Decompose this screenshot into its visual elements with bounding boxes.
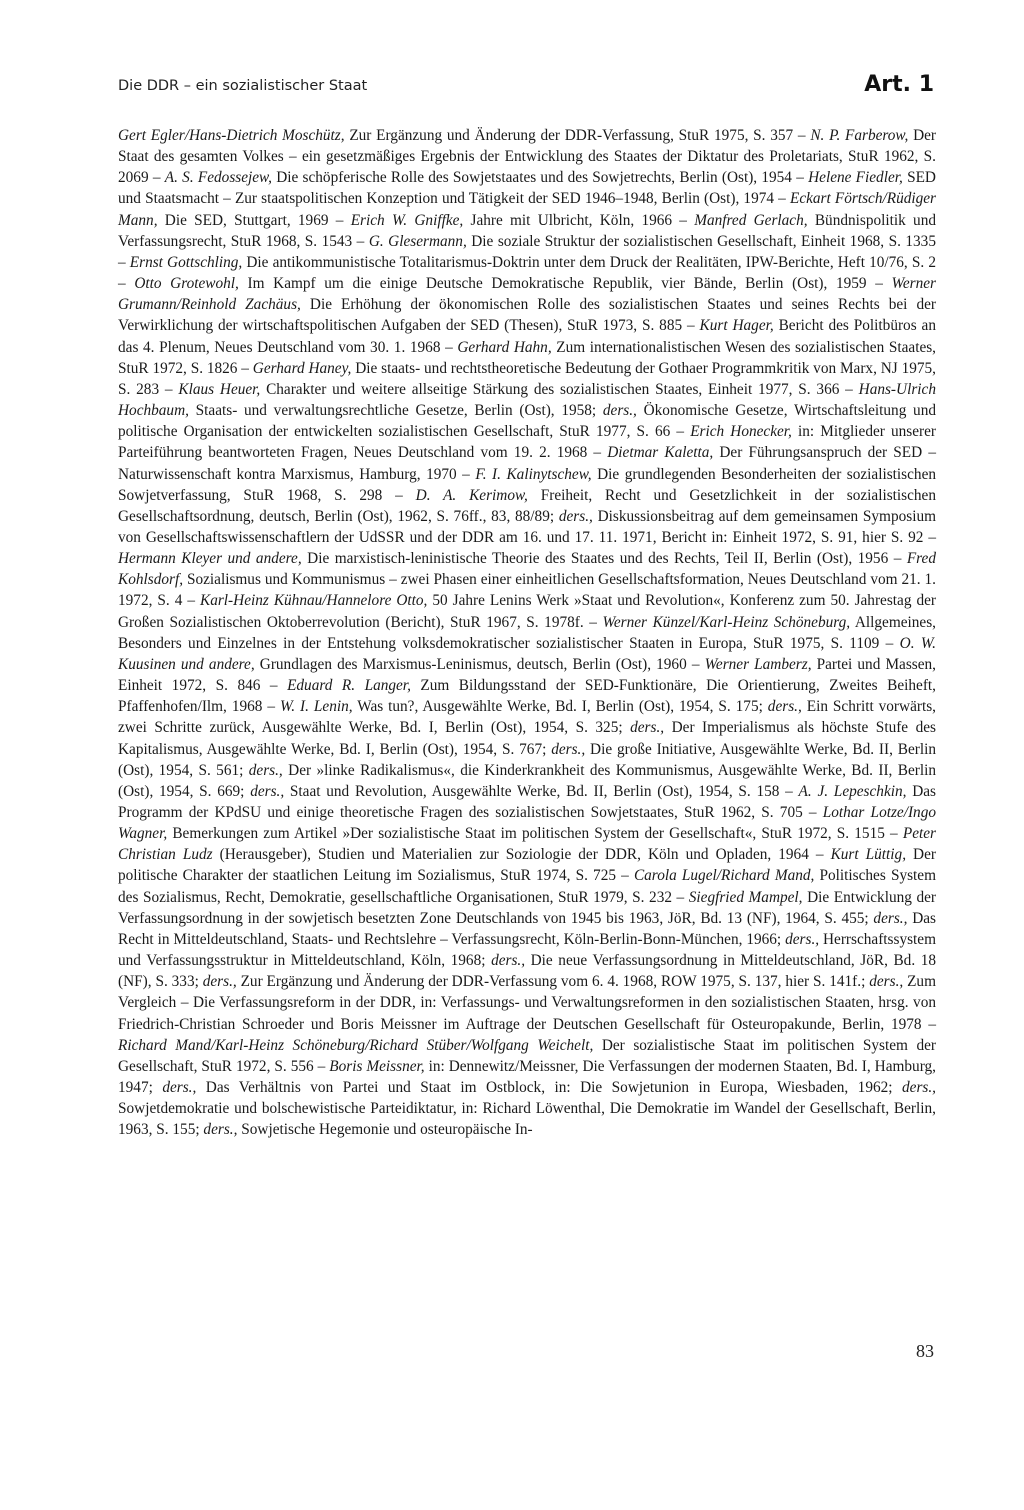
entry-text: in: Mitglieder unserer Parteiführung beantworteten Fragen, Neues Deutschland vom 19. 2. 1968 –: [118, 423, 936, 462]
entry-text: Zum Bildungsstand der SED-Funktionäre, Die Orientierung, Zweites Beiheft, Pfaffenhofen/Ilm, 1968 –: [118, 677, 936, 716]
entry-text: Freiheit, Recht und Gesetzlichkeit in der sozialistischen Gesellschaftsordnung, deutsch, Berlin (Ost), 1962, S. 76ff., 83, 88/89;: [118, 486, 936, 525]
entry-text: SED und Staatsmacht – Zur staatspolitischen Konzeption und Tätigkeit der SED 1946–1948, Berlin (Ost), 1974 –: [118, 169, 936, 208]
entry-author: Manfred Gerlach,: [694, 211, 808, 229]
entry-author: Carola Lugel/Richard Mand,: [633, 867, 815, 885]
entry-text: Sozialismus und Kommunismus – zwei Phasen einer einheitlichen Gesellschaftsformation, Neues Deutschland vom 21. 1. 1972, S. 4 –: [118, 571, 936, 610]
entry-text: Zur Ergänzung und Änderung der DDR-Verfassung, StuR 1975, S. 357 –: [344, 127, 811, 144]
entry-author: ders.,: [902, 1079, 936, 1097]
entry-author: W. I. Lenin,: [279, 698, 353, 716]
entry-text: Die grundlegenden Besonderheiten der sozialistischen Sowjetverfassung, StuR 1968, S. 298 –: [118, 465, 937, 504]
entry-author: N. P. Farberow,: [810, 127, 909, 144]
entry-author: D. A. Kerimow,: [415, 486, 528, 504]
entry-text: Im Kampf um die einige Deutsche Demokratische Republik, vier Bände, Berlin (Ost), 1959 –: [238, 275, 892, 293]
entry-text: Ökonomische Gesetze, Wirtschaftsleitung und politische Organisation der entwickelten sozialistischen Gesellschaft, StuR 1977, S. 66 –: [118, 402, 936, 441]
entry-text: Die Entwicklung der Verfassungsordnung in der sowjetisch besetzten Zone Deutschlands von 1945 bis 1963, JöR, Bd. 13 (NF), 1964, S. 455;: [118, 888, 936, 927]
entry-author: Werner Künzel/Karl-Heinz Schöneburg,: [602, 613, 851, 631]
entry-author: ders.,: [602, 402, 637, 420]
entry-author: ders.,: [869, 973, 904, 991]
entry-text: Die schöpferische Rolle des Sowjetstaates und des Sowjetrechts, Berlin (Ost), 1954 –: [271, 169, 809, 187]
entry-author: Klaus Heuer,: [178, 380, 261, 398]
entry-author: ders.,: [203, 1121, 238, 1139]
entry-text: Sowjetdemokratie und bolschewistische Parteidiktatur, in: Richard Löwenthal, Die Demokratie im Wandel der Gesellschaft, Berlin, 1963, S. 155;: [118, 1100, 936, 1139]
entry-author: ders.,: [250, 782, 285, 800]
entry-author: G. Glesermann,: [368, 232, 467, 250]
entry-author: ders.,: [767, 698, 802, 716]
entry-text: Die Erhöhung der ökonomischen Rolle des sozialistischen Staates und seines Rechts bei der Verwirklichung der wirtschaftspolitischen Aufgaben der SED (Thesen), StuR 1973, S. 885 –: [118, 296, 936, 335]
entry-author: Erich W. Gniffke,: [350, 211, 464, 229]
entry-author: Eduard R. Langer,: [287, 677, 411, 695]
entry-author: Fred Kohlsdorf,: [118, 550, 936, 589]
entry-text: Das Recht in Mitteldeutschland, Staats- und Rechtslehre – Verfassungsrecht, Köln-Berlin-Bonn-München, 1966;: [118, 909, 936, 948]
entry-author: Gerhard Hahn,: [457, 338, 552, 356]
entry-text: Die große Initiative, Ausgewählte Werke, Bd. II, Berlin (Ost), 1954, S. 561;: [118, 740, 936, 779]
entry-author: Peter Christian Ludz: [118, 825, 936, 864]
entry-text: (Herausgeber), Studien und Materialien zur Soziologie der DDR, Köln und Opladen, 1964 –: [212, 846, 831, 864]
entry-author: Otto Grotewohl,: [134, 275, 239, 293]
entry-author: F. I. Kalinytschew,: [475, 465, 592, 483]
entry-text: Das Verhältnis von Partei und Staat im Ostblock, in: Die Sowjetunion in Europa, Wiesbaden, 1962;: [196, 1079, 902, 1097]
entry-text: Der Staat des gesamten Volkes – ein gesetzmäßiges Ergebnis der Entwicklung des Staates der Diktatur des Proletariats, StuR 1962, S. 2069 –: [118, 127, 936, 187]
entry-author: ders.,: [873, 909, 908, 927]
entry-text: Bemerkungen zum Artikel »Der sozialistische Staat im politischen System der Gesellschaft«, StuR 1972, S. 1515 –: [167, 825, 903, 843]
bibliography-text: [118, 125, 936, 1141]
entry-author: Werner Lamberz,: [704, 655, 812, 673]
entry-text: Zum Vergleich – Die Verfassungsreform in der DDR, in: Verfassungs- und Verwaltungsreformen in den sozialistischen Staaten, hrsg. von Friedrich-Christian Schroeder und Boris Meissner im Auftrage der Deutschen Gesellschaft für Osteuropakunde, Berlin, 1978 –: [118, 973, 936, 1033]
entry-author: Erich Honecker,: [690, 423, 792, 441]
entry-author: ders.,: [162, 1079, 197, 1097]
entry-text: Der Führungsanspruch der SED – Naturwissenschaft kontra Marxismus, Hamburg, 1970 –: [118, 444, 936, 483]
entry-text: Die SED, Stuttgart, 1969 –: [157, 211, 351, 229]
entry-author: Gerhard Haney,: [252, 359, 352, 377]
entry-author: O. W. Kuusinen und andere,: [118, 634, 936, 673]
entry-text: Herrschaftssystem und Verfassungsstruktur in Mitteldeutschland, Köln, 1968;: [118, 930, 936, 970]
article-number: Art. 1: [864, 72, 934, 97]
entry-text: Die antikommunistische Totalitarismus-Doktrin unter dem Druck der Realitäten, IPW-Berichte, Heft 10/76, S. 2 –: [118, 253, 936, 293]
entry-author: Eckart Förtsch/Rüdiger Mann,: [118, 190, 937, 229]
running-header: [118, 72, 934, 106]
entry-author: ders.,: [558, 507, 593, 525]
entry-author: Hans-Ulrich Hochbaum,: [118, 380, 936, 420]
entry-author: Ernst Gottschling,: [129, 253, 243, 271]
entry-text: Ein Schritt vorwärts, zwei Schritte zurück, Ausgewählte Werke, Bd. I, Berlin (Ost), 1954, S. 325;: [118, 698, 936, 737]
entry-text: Politisches System des Sozialismus, Recht, Demokratie, gesellschaftliche Organisationen, StuR 1979, S. 232 –: [118, 867, 936, 906]
entry-author: Helene Fiedler,: [808, 169, 903, 187]
entry-text: Die staats- und rechtstheoretische Bedeutung der Gothaer Programmkritik von Marx, NJ 1975, S. 283 –: [118, 359, 936, 398]
entry-author: ders.,: [202, 973, 237, 991]
entry-text: Bericht des Politbüros an das 4. Plenum, Neues Deutschland vom 30. 1. 1968 –: [118, 317, 936, 356]
entry-text: Staats- und verwaltungsrechtliche Gesetze, Berlin (Ost), 1958;: [188, 402, 603, 420]
entry-author: Kurt Hager,: [699, 317, 774, 335]
entry-text: Partei und Massen, Einheit 1972, S. 846 –: [118, 655, 937, 695]
entry-text: Der »linke Radikalismus«, die Kinderkrankheit des Kommunismus, Ausgewählte Werke, Bd. II, Berlin (Ost), 1954, S. 669;: [118, 761, 936, 800]
entry-author: Dietmar Kaletta,: [607, 444, 714, 462]
entry-author: ders.,: [630, 719, 665, 737]
entry-author: A. J. Lepeschkin,: [798, 782, 907, 800]
page-number: 83: [916, 1341, 934, 1361]
entry-text: in: Dennewitz/Meissner, Die Verfassungen der modernen Staaten, Bd. I, Hamburg, 1947;: [118, 1057, 936, 1097]
entry-text: Was tun?, Ausgewählte Werke, Bd. I, Berlin (Ost), 1954, S. 175;: [352, 698, 768, 716]
entry-author: ders.,: [491, 952, 526, 970]
entry-text: Der sozialistische Staat im politischen System der Gesellschaft, StuR 1972, S. 556 –: [118, 1036, 937, 1075]
running-title: Die DDR – ein sozialistischer Staat: [118, 78, 368, 94]
entry-text: Sowjetische Hegemonie und osteuropäische In-: [237, 1121, 533, 1139]
entry-text: Die soziale Struktur der sozialistischen Gesellschaft, Einheit 1968, S. 1335 –: [118, 232, 936, 271]
entry-author: Kurt Lüttig,: [830, 846, 907, 864]
entry-author: ders.,: [785, 930, 820, 948]
entry-author: Lothar Lotze/Ingo Wagner,: [118, 804, 936, 843]
entry-text: Charakter und weitere allseitige Stärkung des sozialistischen Staates, Einheit 1977, S. 366 –: [260, 380, 859, 398]
entry-author: Hermann Kleyer und andere,: [118, 550, 302, 568]
entry-text: Zur Ergänzung und Änderung der DDR-Verfassung vom 6. 4. 1968, ROW 1975, S. 137, hier S. 141f.;: [236, 973, 870, 991]
entry-text: Die marxistisch-leninistische Theorie des Staates und des Rechts, Teil II, Berlin (Ost), 1956 –: [301, 550, 907, 568]
entry-text: Das Programm der KPdSU und einige theoretische Fragen des sozialistischen Sowjetstaates, StuR 1962, S. 705 –: [118, 782, 936, 821]
entry-text: Zum internationalistischen Wesen des sozialistischen Staates, StuR 1972, S. 1826 –: [118, 338, 937, 377]
entry-author: ders.,: [248, 761, 283, 779]
entry-author: ders.,: [551, 740, 586, 758]
entry-text: 50 Jahre Lenins Werk »Staat und Revolution«, Konferenz zum 50. Jahrestag der Großen Sozialistischen Oktoberrevolution (Bericht), StuR 1967, S. 1978f. –: [118, 592, 937, 631]
entry-text: Der politische Charakter der staatlichen Leitung im Sozialismus, StuR 1974, S. 725 –: [118, 846, 936, 885]
entry-text: Staat und Revolution, Ausgewählte Werke, Bd. II, Berlin (Ost), 1954, S. 158 –: [284, 782, 799, 800]
entry-text: Diskussionsbeitrag auf dem gemeinsamen Symposium von Gesellschaftswissenschaftlern der UdSSR und der DDR am 16. und 17. 11. 1971, Bericht in: Einheit 1972, S. 91, hier S. 92 –: [118, 507, 937, 546]
entry-author: A. S. Fedossejew,: [164, 169, 272, 187]
entry-author: Siegfried Mampel,: [688, 888, 803, 906]
entry-text: Bündnispolitik und Verfassungsrecht, StuR 1968, S. 1543 –: [118, 211, 937, 250]
entry-text: Grundlagen des Marxismus-Leninismus, deutsch, Berlin (Ost), 1960 –: [254, 655, 705, 673]
entry-author: Boris Meissner,: [329, 1057, 425, 1075]
entry-text: Jahre mit Ulbricht, Köln, 1966 –: [463, 211, 695, 229]
entry-author: Gert Egler/Hans-Dietrich Moschütz,: [118, 127, 345, 144]
entry-text: Der Imperialismus als höchste Stufe des Kapitalismus, Ausgewählte Werke, Bd. I, Berlin (Ost), 1954, S. 767;: [118, 719, 936, 758]
entry-author: Karl-Heinz Kühnau/Hannelore Otto,: [200, 592, 428, 610]
entry-text: Die neue Verfassungsordnung in Mitteldeutschland, JöR, Bd. 18 (NF), S. 333;: [118, 952, 937, 991]
entry-author: Richard Mand/Karl-Heinz Schöneburg/Richard Stüber/Wolfgang Weichelt,: [118, 1036, 594, 1054]
entry-text: Allgemeines, Besonders und Einzelnes in der Entstehung volksdemokratischer sozialistischer Staaten in Europa, StuR 1975, S. 1109 –: [118, 613, 936, 652]
entry-author: Werner Grumann/Reinhold Zachäus,: [118, 275, 936, 314]
